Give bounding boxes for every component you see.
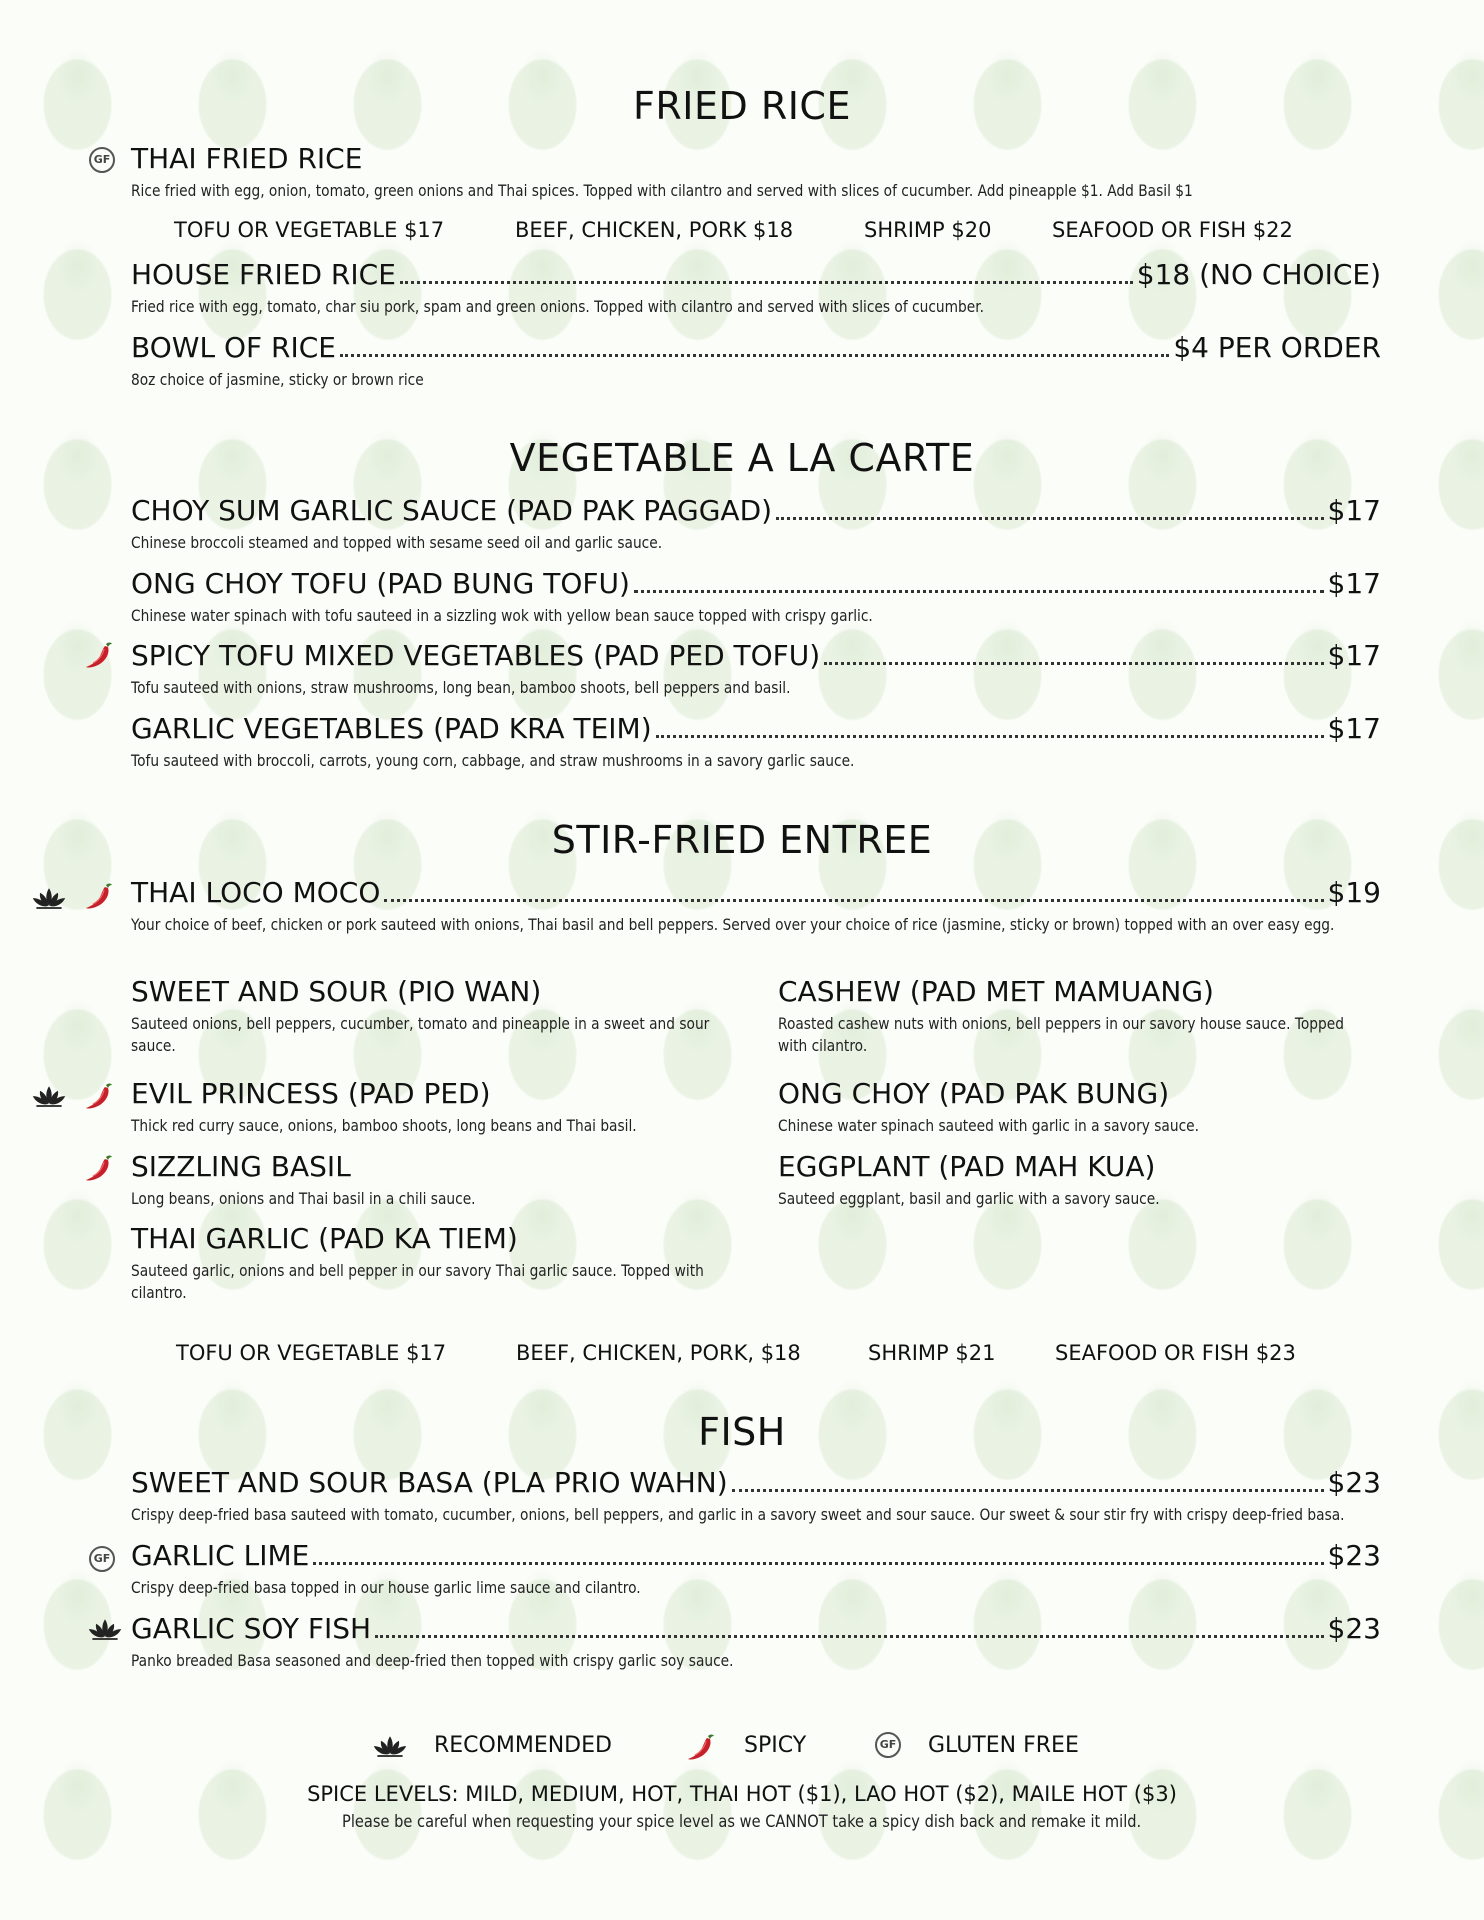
item-name: BOWL OF RICE bbox=[131, 331, 336, 364]
spice-levels: SPICE LEVELS: MILD, MEDIUM, HOT, THAI HOT ($1), LAO HOT ($2), MAILE HOT ($3) bbox=[307, 1782, 1177, 1806]
item-name: EGGPLANT (PAD MAH KUA) bbox=[778, 1150, 1156, 1183]
item-description: Long beans, onions and Thai basil in a chili sauce. bbox=[131, 1189, 476, 1208]
chili-icon bbox=[84, 880, 116, 912]
item-name: ONG CHOY (PAD PAK BUNG) bbox=[778, 1077, 1170, 1110]
legend-spicy: SPICY bbox=[744, 1733, 807, 1758]
menu-item-vegetable bbox=[131, 494, 1484, 554]
item-description: Crispy deep-fried basa sauteed with tomato, cucumber, onions, bell peppers, and garlic in a savory sweet and sour sauce. Our sweet & sour stir fry with crispy deep-fried basa. bbox=[131, 1505, 1345, 1524]
dot-leader bbox=[656, 735, 1324, 738]
price-option: TOFU OR VEGETABLE $17 bbox=[176, 1341, 447, 1365]
legend-gluten-free: GLUTEN FREE bbox=[928, 1733, 1079, 1758]
dot-leader bbox=[776, 517, 1323, 520]
chili-icon bbox=[84, 1152, 116, 1184]
menu-item-stir-fried bbox=[131, 1222, 811, 1304]
item-price: $18 (NO CHOICE) bbox=[1136, 258, 1381, 291]
item-name: THAI LOCO MOCO bbox=[131, 876, 381, 909]
chili-icon bbox=[84, 639, 116, 671]
item-price: $19 bbox=[1327, 876, 1381, 909]
item-price: $17 bbox=[1327, 494, 1381, 527]
item-price: $23 bbox=[1327, 1466, 1381, 1499]
item-price: $4 PER ORDER bbox=[1173, 331, 1381, 364]
lotus-icon bbox=[87, 1617, 123, 1643]
item-description: Tofu sauteed with onions, straw mushrooms, long bean, bamboo shoots, bell peppers and basil. bbox=[131, 678, 791, 697]
item-name: THAI FRIED RICE bbox=[131, 142, 363, 175]
item-description: Thick red curry sauce, onions, bamboo shoots, long beans and Thai basil. bbox=[131, 1116, 637, 1135]
item-name: HOUSE FRIED RICE bbox=[131, 258, 396, 291]
menu-item-stir-fried bbox=[778, 975, 1458, 1057]
legend-recommended: RECOMMENDED bbox=[434, 1733, 612, 1758]
menu-item-thai-fried-rice bbox=[131, 142, 1484, 202]
dot-leader bbox=[400, 281, 1133, 284]
gluten-free-icon: GF bbox=[89, 147, 115, 173]
menu-item-fish bbox=[131, 1539, 1484, 1599]
menu-item-thai-loco-moco bbox=[131, 876, 1484, 936]
item-description: Your choice of beef, chicken or pork sauteed with onions, Thai basil and bell peppers. Served over your choice of rice (jasmine, sticky or brown) topped with an over easy egg. bbox=[131, 915, 1335, 934]
item-name: GARLIC SOY FISH bbox=[131, 1612, 372, 1645]
item-name: GARLIC LIME bbox=[131, 1539, 310, 1572]
menu-item-stir-fried bbox=[131, 1077, 811, 1137]
item-name: SWEET AND SOUR (PIO WAN) bbox=[131, 975, 542, 1008]
lotus-icon bbox=[372, 1734, 408, 1760]
item-price: $17 bbox=[1327, 639, 1381, 672]
price-option: SEAFOOD OR FISH $23 bbox=[1055, 1341, 1296, 1365]
menu-item-fish bbox=[131, 1466, 1484, 1526]
item-name: SWEET AND SOUR BASA (PLA PRIO WAHN) bbox=[131, 1466, 728, 1499]
item-description: Sauteed eggplant, basil and garlic with a savory sauce. bbox=[778, 1189, 1160, 1208]
menu-item-vegetable bbox=[131, 567, 1484, 627]
item-description: Rice fried with egg, onion, tomato, green onions and Thai spices. Topped with cilantro and served with slices of cucumber. Add pineapple $1. Add Basil $1 bbox=[131, 181, 1193, 200]
item-name: CHOY SUM GARLIC SAUCE (PAD PAK PAGGAD) bbox=[131, 494, 773, 527]
item-name: SPICY TOFU MIXED VEGETABLES (PAD PED TOFU) bbox=[131, 639, 821, 672]
section-title-stir-fried: STIR-FRIED ENTREE bbox=[551, 818, 933, 862]
price-option: SHRIMP $20 bbox=[864, 218, 992, 242]
price-option: TOFU OR VEGETABLE $17 bbox=[174, 218, 445, 242]
item-price: $17 bbox=[1327, 567, 1381, 600]
item-description: Chinese water spinach sauteed with garlic in a savory sauce. bbox=[778, 1116, 1199, 1135]
item-description: Roasted cashew nuts with onions, bell peppers in our savory house sauce. Topped with cilantro. bbox=[778, 1014, 1344, 1055]
item-name: ONG CHOY TOFU (PAD BUNG TOFU) bbox=[131, 567, 630, 600]
item-description: Fried rice with egg, tomato, char siu pork, spam and green onions. Topped with cilantro and served with slices of cucumber. bbox=[131, 297, 984, 316]
item-description: Sauteed garlic, onions and bell pepper in our savory Thai garlic sauce. Topped with cilantro. bbox=[131, 1261, 704, 1302]
section-title-fried-rice: FRIED RICE bbox=[633, 84, 851, 128]
item-name: SIZZLING BASIL bbox=[131, 1150, 351, 1183]
lotus-icon bbox=[31, 1084, 67, 1110]
item-description: Chinese water spinach with tofu sauteed in a sizzling wok with yellow bean sauce topped with crispy garlic. bbox=[131, 606, 873, 625]
dot-leader bbox=[375, 1635, 1323, 1638]
item-description: Panko breaded Basa seasoned and deep-fried then topped with crispy garlic soy sauce. bbox=[131, 1651, 734, 1670]
price-option: BEEF, CHICKEN, PORK $18 bbox=[515, 218, 794, 242]
section-title-vegetable: VEGETABLE A LA CARTE bbox=[509, 436, 975, 480]
price-option: BEEF, CHICKEN, PORK, $18 bbox=[516, 1341, 801, 1365]
item-description: 8oz choice of jasmine, sticky or brown rice bbox=[131, 370, 424, 389]
item-name: CASHEW (PAD MET MAMUANG) bbox=[778, 975, 1214, 1008]
item-price: $17 bbox=[1327, 712, 1381, 745]
gluten-free-icon: GF bbox=[875, 1732, 901, 1758]
menu-item-stir-fried bbox=[131, 975, 811, 1057]
item-price: $23 bbox=[1327, 1612, 1381, 1645]
item-description: Crispy deep-fried basa topped in our house garlic lime sauce and cilantro. bbox=[131, 1578, 641, 1597]
dot-leader bbox=[313, 1562, 1323, 1565]
item-name: THAI GARLIC (PAD KA TIEM) bbox=[131, 1222, 518, 1255]
chili-icon bbox=[84, 1080, 116, 1112]
menu-item-stir-fried bbox=[778, 1150, 1458, 1210]
item-name: EVIL PRINCESS (PAD PED) bbox=[131, 1077, 491, 1110]
item-name: GARLIC VEGETABLES (PAD KRA TEIM) bbox=[131, 712, 652, 745]
menu-item-stir-fried bbox=[778, 1077, 1458, 1137]
dot-leader bbox=[634, 590, 1324, 593]
item-description: Chinese broccoli steamed and topped with sesame seed oil and garlic sauce. bbox=[131, 533, 663, 552]
menu-item-bowl-of-rice bbox=[131, 331, 1484, 391]
lotus-icon bbox=[31, 886, 67, 912]
spice-note-text: Please be careful when requesting your spice level as we CANNOT take a spicy dish back and remake it mild. bbox=[342, 1812, 1142, 1832]
price-option: SEAFOOD OR FISH $22 bbox=[1052, 218, 1293, 242]
dot-leader bbox=[384, 899, 1323, 902]
menu-item-stir-fried bbox=[131, 1150, 811, 1210]
section-title-fish: FISH bbox=[698, 1410, 786, 1454]
item-price: $23 bbox=[1327, 1539, 1381, 1572]
spice-note bbox=[0, 1812, 1484, 1832]
dot-leader bbox=[732, 1489, 1324, 1492]
dot-leader bbox=[340, 354, 1169, 357]
gluten-free-icon: GF bbox=[89, 1546, 115, 1572]
menu-item-vegetable bbox=[131, 712, 1484, 772]
chili-icon bbox=[686, 1731, 718, 1763]
menu-item-house-fried-rice bbox=[131, 258, 1484, 318]
menu-item-fish bbox=[131, 1612, 1484, 1672]
menu-item-vegetable bbox=[131, 639, 1484, 699]
item-description: Tofu sauteed with broccoli, carrots, young corn, cabbage, and straw mushrooms in a savory garlic sauce. bbox=[131, 751, 855, 770]
item-description: Sauteed onions, bell peppers, cucumber, tomato and pineapple in a sweet and sour sauce. bbox=[131, 1014, 710, 1055]
price-option: SHRIMP $21 bbox=[868, 1341, 996, 1365]
dot-leader bbox=[824, 662, 1323, 665]
